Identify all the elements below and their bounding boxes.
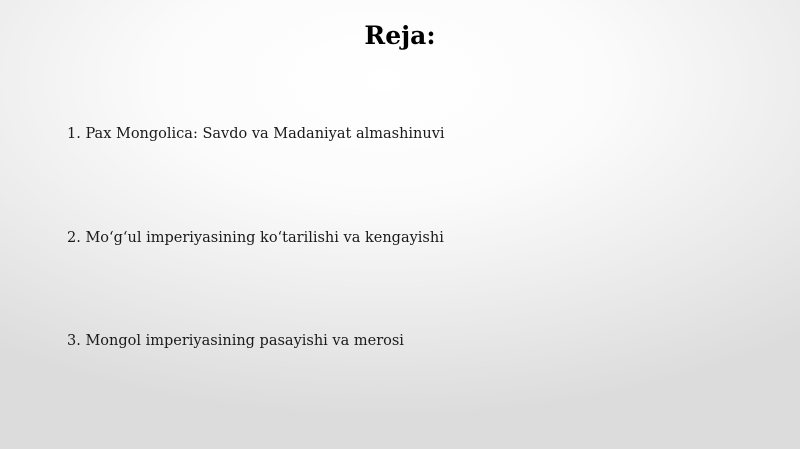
agenda-item-3: 3. Mongol imperiyasining pasayishi va merosi <box>67 333 404 349</box>
agenda-item-1: 1. Pax Mongolica: Savdo va Madaniyat almashinuvi <box>67 126 445 142</box>
slide-title: Reja: <box>364 21 436 50</box>
agenda-item-2: 2. Mo‘g‘ul imperiyasining ko‘tarilishi va kengayishi <box>67 230 444 246</box>
